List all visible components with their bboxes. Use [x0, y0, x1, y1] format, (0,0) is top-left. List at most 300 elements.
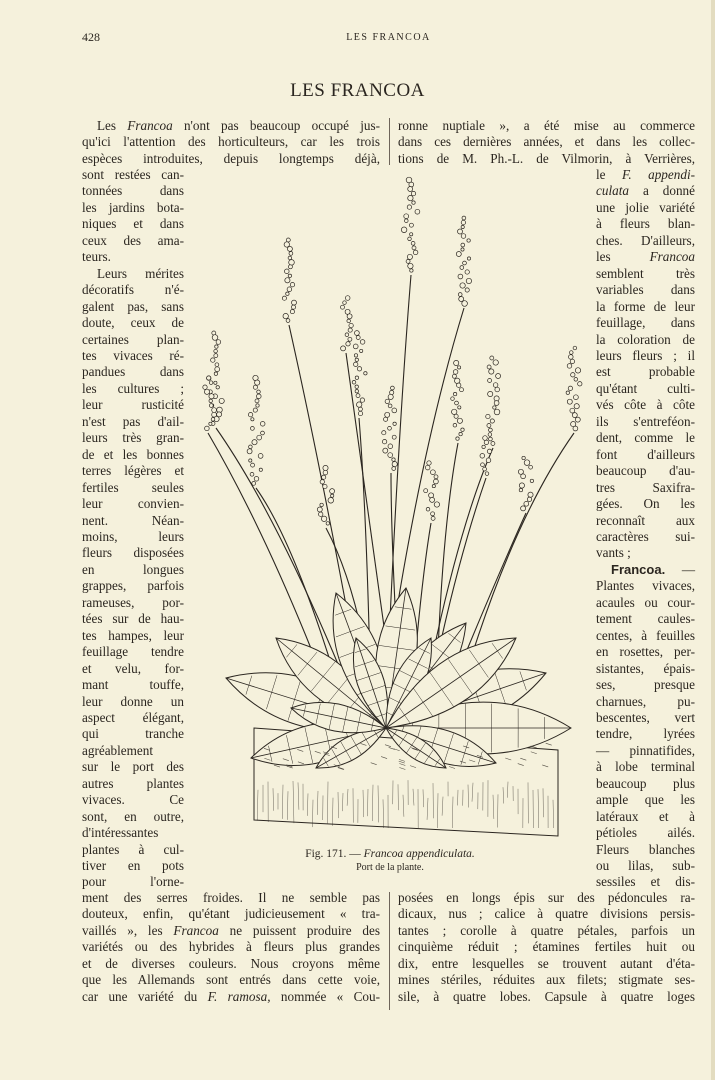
- text-run: — pinnatifides,: [596, 742, 695, 758]
- floret: [352, 380, 356, 384]
- floret: [453, 423, 457, 427]
- text-run: ou lilas, sub-: [596, 858, 695, 874]
- text-line: [82, 825, 184, 841]
- right-column-bottom: [398, 890, 695, 1005]
- text-run: charnues, pu-: [596, 693, 695, 709]
- floret: [574, 378, 578, 382]
- text-run: feuillage, dans: [596, 315, 695, 331]
- text-line: [596, 167, 695, 183]
- text-run: est probable: [596, 364, 695, 380]
- floret: [493, 383, 498, 388]
- page-number: 428: [82, 30, 100, 44]
- text-line: [596, 759, 695, 775]
- floret: [253, 408, 257, 412]
- floret: [323, 484, 327, 488]
- floret: [459, 297, 464, 302]
- floret: [457, 418, 462, 423]
- floret: [288, 256, 292, 260]
- floret: [522, 456, 525, 459]
- floret: [214, 354, 218, 358]
- floret: [390, 390, 394, 394]
- floret: [405, 219, 409, 223]
- floret: [385, 412, 390, 417]
- floret: [571, 373, 575, 377]
- floret: [404, 214, 409, 219]
- floret: [392, 462, 397, 467]
- floret: [425, 465, 430, 470]
- text-line: [82, 364, 184, 380]
- text-run: car une variété du: [82, 988, 208, 1004]
- text-line: [82, 923, 380, 939]
- floret: [253, 385, 257, 389]
- floret: [455, 401, 459, 405]
- text-line: [398, 118, 695, 134]
- floret: [388, 426, 392, 430]
- text-line: [82, 282, 184, 298]
- text-run: grappes, parfois: [82, 578, 184, 594]
- text-run: mant touffe,: [82, 677, 184, 693]
- text-line: [82, 447, 184, 463]
- text-line: [596, 842, 695, 858]
- floret: [487, 424, 491, 428]
- text-line: [596, 414, 695, 430]
- text-run: qu'ici l'attention des horticulteurs, car les trois: [82, 134, 380, 150]
- text-line: [596, 463, 695, 479]
- floret: [255, 399, 259, 403]
- floret: [570, 408, 575, 413]
- text-line: [82, 874, 184, 890]
- floret: [215, 367, 220, 372]
- floret: [257, 390, 261, 394]
- text-line: [596, 216, 695, 232]
- text-line: [596, 513, 695, 529]
- text-run: dicaux, nus ; calice à quatre divisions persis-: [398, 906, 695, 922]
- text-line: [596, 282, 695, 298]
- text-run: tions de M. Ph.-L. de Vilmorin, à Verrières,: [398, 150, 695, 166]
- text-run: tendre, lyrées: [596, 726, 695, 742]
- floret: [460, 283, 465, 288]
- floret: [484, 440, 488, 444]
- floret: [346, 342, 350, 346]
- floret: [483, 467, 487, 471]
- text-line: [596, 299, 695, 315]
- floret: [458, 293, 462, 297]
- floret: [568, 386, 572, 390]
- text-run: nent. Néan-: [82, 512, 184, 528]
- text-run: vaillés », les: [82, 922, 174, 938]
- text-line: [82, 397, 184, 413]
- text-line: [596, 332, 695, 348]
- text-run: niques et dans: [82, 216, 184, 232]
- text-line: [596, 397, 695, 413]
- text-line: [82, 972, 380, 988]
- text-run: agréablement: [82, 742, 154, 758]
- floret: [467, 257, 470, 260]
- floret: [494, 401, 499, 406]
- text-line: [82, 906, 380, 922]
- floret: [259, 468, 262, 471]
- floret: [458, 366, 461, 369]
- text-run: gées. On les: [596, 496, 695, 512]
- text-line: [596, 315, 695, 331]
- floret: [392, 467, 396, 471]
- text-run: doute, ceux de: [82, 315, 184, 331]
- text-line: [82, 858, 184, 874]
- text-run: qui tranche: [82, 726, 184, 742]
- text-line: [596, 726, 695, 742]
- text-line: [82, 545, 184, 561]
- left-column-narrow: [82, 167, 184, 891]
- floret: [353, 344, 358, 349]
- text-line: [82, 463, 184, 479]
- text-run: tiver en pots: [82, 858, 184, 874]
- floret: [529, 465, 533, 469]
- text-line: [398, 956, 695, 972]
- floret: [408, 237, 412, 241]
- text-line: [82, 381, 184, 397]
- floret: [573, 346, 577, 350]
- text-line: [398, 151, 695, 167]
- text-run: ses, presque: [596, 677, 695, 693]
- floret: [410, 233, 413, 236]
- floret: [323, 470, 328, 475]
- floret: [205, 426, 210, 431]
- text-line: [82, 809, 184, 825]
- text-line: [596, 430, 695, 446]
- text-run: dix, entre lesquelles se trouvent autant d'éta-: [398, 955, 695, 971]
- floret: [261, 431, 265, 435]
- floret: [355, 390, 358, 393]
- text-run: tonnées dans: [82, 183, 184, 199]
- floret: [412, 201, 415, 204]
- text-run: variétés ou des hybrides à fleurs plus grandes: [82, 939, 380, 955]
- floret: [290, 310, 294, 314]
- text-line: [82, 939, 380, 955]
- text-line: [82, 710, 184, 726]
- floret: [320, 480, 324, 484]
- text-line: [82, 216, 184, 232]
- floret: [249, 445, 253, 449]
- running-title: LES FRANCOA: [346, 32, 431, 43]
- floret: [519, 483, 524, 488]
- text-run: leurs fleurs ; il: [596, 347, 695, 363]
- text-run: ches. D'ailleurs,: [596, 232, 695, 248]
- floret: [357, 402, 362, 407]
- text-run: ment des serres froides. Il ne semble pas: [82, 890, 380, 905]
- floret: [461, 234, 466, 239]
- floret: [257, 435, 262, 440]
- floret: [573, 426, 578, 431]
- floret: [216, 386, 219, 389]
- text-line: [596, 480, 695, 496]
- text-run: espèces introduites, depuis longtemps déjà,: [82, 150, 380, 166]
- text-run: pétioles ailés.: [596, 825, 695, 841]
- floret: [434, 479, 439, 484]
- caption-prefix: Fig. 171. —: [305, 848, 364, 860]
- plant-illustration: [196, 168, 588, 844]
- text-line: [596, 792, 695, 808]
- floret: [572, 413, 577, 418]
- floret: [454, 414, 458, 418]
- text-line: [82, 496, 184, 512]
- floret: [203, 385, 207, 389]
- floret: [465, 270, 469, 274]
- floret: [356, 394, 360, 398]
- text-line: [596, 611, 695, 627]
- floret: [393, 422, 396, 425]
- floret: [432, 485, 435, 488]
- floret: [456, 252, 461, 257]
- floret: [330, 489, 335, 494]
- floret: [320, 503, 323, 506]
- text-line: [82, 233, 184, 249]
- floret: [287, 246, 292, 251]
- floret: [528, 492, 533, 497]
- floret: [216, 340, 221, 345]
- text-line: [82, 842, 184, 858]
- chapter-title: LES FRANCOA: [290, 80, 425, 101]
- floret: [518, 469, 523, 474]
- floret: [286, 319, 290, 323]
- floret: [360, 398, 364, 402]
- floret: [575, 417, 580, 422]
- floret: [212, 408, 217, 413]
- floret: [463, 261, 467, 265]
- floret: [383, 448, 388, 453]
- text-run: teurs.: [82, 249, 111, 265]
- text-run: acaules ou cour-: [596, 594, 695, 610]
- text-run: certaines plan-: [82, 331, 184, 347]
- floret: [493, 406, 496, 409]
- italic-text: culata: [596, 183, 629, 199]
- floret: [251, 427, 255, 431]
- text-line: [398, 923, 695, 939]
- text-line: [596, 233, 695, 249]
- text-line: [596, 644, 695, 660]
- text-line: [82, 644, 184, 660]
- floret: [282, 296, 286, 300]
- floret: [406, 259, 410, 263]
- text-line: [596, 677, 695, 693]
- text-line: [596, 529, 695, 545]
- floret: [461, 248, 464, 251]
- text-line: [82, 694, 184, 710]
- floret: [288, 274, 291, 277]
- floret: [462, 216, 466, 220]
- text-run: feuillage tendre: [82, 644, 184, 660]
- text-run: reconnaît aux: [596, 512, 695, 528]
- floret: [252, 440, 257, 445]
- text-line: [82, 430, 184, 446]
- floret: [458, 274, 463, 279]
- floret: [413, 250, 418, 255]
- floret: [431, 470, 436, 475]
- text-line: [82, 743, 184, 759]
- text-line: [82, 956, 380, 972]
- floret: [567, 399, 572, 404]
- text-run: le: [596, 167, 622, 182]
- floret: [456, 437, 459, 440]
- text-run: mines stériles, réduites aux filets; stigmate ses-: [398, 972, 695, 988]
- floret: [569, 355, 574, 360]
- floret: [521, 474, 526, 479]
- text-line: [596, 809, 695, 825]
- floret: [355, 376, 358, 379]
- floret: [388, 453, 393, 458]
- text-line: [82, 200, 184, 216]
- text-line: [596, 496, 695, 512]
- text-line: [82, 726, 184, 742]
- text-run: et velu, for-: [82, 660, 184, 676]
- floret: [490, 356, 494, 360]
- text-line: [82, 513, 184, 529]
- text-run: pour l'orne-: [82, 874, 184, 890]
- text-line: [596, 266, 695, 282]
- floret: [384, 417, 388, 421]
- floret: [483, 436, 488, 441]
- text-run: Leurs mérites: [97, 265, 184, 281]
- left-column-top: [82, 118, 380, 167]
- floret: [409, 182, 414, 187]
- floret: [426, 507, 430, 511]
- text-run: à fleurs blan-: [596, 216, 695, 232]
- floret: [252, 482, 256, 486]
- italic-text: Francoa: [649, 249, 695, 265]
- text-run: pandues dans: [82, 364, 184, 380]
- text-run: variables dans: [596, 282, 695, 298]
- text-run: bescentes, vert: [596, 709, 695, 725]
- floret: [460, 388, 464, 392]
- text-line: [82, 776, 184, 792]
- floret: [356, 336, 360, 340]
- floret: [524, 501, 529, 506]
- text-run: Fleurs blanches: [596, 841, 695, 857]
- floret: [358, 411, 362, 415]
- text-line: [82, 249, 184, 265]
- floret: [345, 333, 349, 337]
- text-run: que les Allemands sont entrés dans cette voie,: [82, 972, 380, 988]
- floret: [486, 414, 490, 418]
- floret: [493, 360, 498, 365]
- floret: [527, 497, 531, 501]
- floret: [519, 488, 522, 491]
- floret: [219, 398, 224, 403]
- floret: [322, 475, 326, 479]
- text-run: rameuses, por-: [82, 594, 184, 610]
- floret: [215, 345, 218, 348]
- text-run: galent pas, sans: [82, 298, 184, 314]
- text-run: latéraux et à: [596, 808, 695, 824]
- floret: [467, 239, 470, 242]
- floret: [355, 331, 360, 336]
- floret: [249, 459, 252, 462]
- floret: [495, 387, 500, 392]
- floret: [489, 369, 494, 374]
- text-run: tres Saxifra-: [596, 479, 695, 495]
- text-run: sont, en outre,: [82, 808, 184, 824]
- text-run: Les: [97, 118, 128, 133]
- text-run: n'est pas d'ail-: [82, 413, 184, 429]
- text-run: d'intéressantes: [82, 825, 159, 841]
- floret: [431, 512, 435, 516]
- floret: [434, 502, 439, 507]
- floret: [481, 463, 485, 467]
- floret: [410, 269, 413, 272]
- floret: [382, 431, 386, 435]
- floret: [291, 305, 295, 309]
- text-line: [596, 562, 695, 578]
- floret: [385, 399, 389, 403]
- floret: [341, 346, 346, 351]
- text-run: vants ;: [596, 545, 631, 561]
- text-run: décoratifs n'é-: [82, 282, 184, 298]
- floret: [488, 391, 493, 396]
- floret: [461, 220, 465, 224]
- floret: [382, 440, 386, 444]
- text-run: fleurs disposées: [82, 545, 184, 561]
- text-run: les cultures ;: [82, 380, 184, 396]
- floret: [285, 278, 290, 283]
- text-line: [82, 677, 184, 693]
- floret: [452, 374, 456, 378]
- column-rule: [389, 118, 390, 165]
- text-run: autres plantes: [82, 775, 184, 791]
- floret: [214, 381, 217, 384]
- text-line: [82, 348, 184, 364]
- floret: [451, 397, 455, 401]
- floret: [459, 432, 462, 435]
- text-line: [596, 595, 695, 611]
- floret: [248, 413, 252, 417]
- floret: [453, 370, 458, 375]
- text-run: beaucoup d'au-: [596, 463, 695, 479]
- text-run: terres légères et: [82, 463, 184, 479]
- floret: [411, 241, 415, 245]
- text-line: [82, 792, 184, 808]
- floret: [388, 444, 393, 449]
- text-line: [596, 381, 695, 397]
- text-run: dans ces dernières années, et dans les collec-: [398, 134, 695, 150]
- text-run: n'ont pas beaucoup occupé jus-: [172, 118, 380, 133]
- text-run: qu'étant culti-: [596, 380, 695, 396]
- floret: [409, 223, 413, 227]
- text-run: leur convien-: [82, 496, 184, 512]
- text-line: [82, 562, 184, 578]
- text-run: nommée « Cou-: [270, 988, 380, 1004]
- floret: [204, 389, 209, 394]
- text-line: [596, 364, 695, 380]
- text-run: caractères sui-: [596, 528, 695, 544]
- text-run: moins, leurs: [82, 528, 184, 544]
- text-line: [596, 710, 695, 726]
- floret: [521, 506, 526, 511]
- text-run: font d'ailleurs: [596, 446, 695, 462]
- floret: [250, 472, 254, 476]
- text-run: leur rusticité: [82, 397, 184, 413]
- text-line: [82, 989, 380, 1005]
- shade-stroke: [546, 743, 552, 745]
- text-run: sistantes, épais-: [596, 660, 695, 676]
- text-run: et de diverses couleurs. Nous croyons même: [82, 955, 380, 971]
- text-run: vivaces. Ce: [82, 792, 184, 808]
- floret: [530, 479, 533, 482]
- floret: [454, 360, 459, 365]
- floret: [289, 252, 293, 256]
- floret: [494, 409, 500, 415]
- text-run: —: [665, 561, 695, 577]
- text-run: sur le port des: [82, 759, 184, 775]
- text-run: aspect élégant,: [82, 709, 184, 725]
